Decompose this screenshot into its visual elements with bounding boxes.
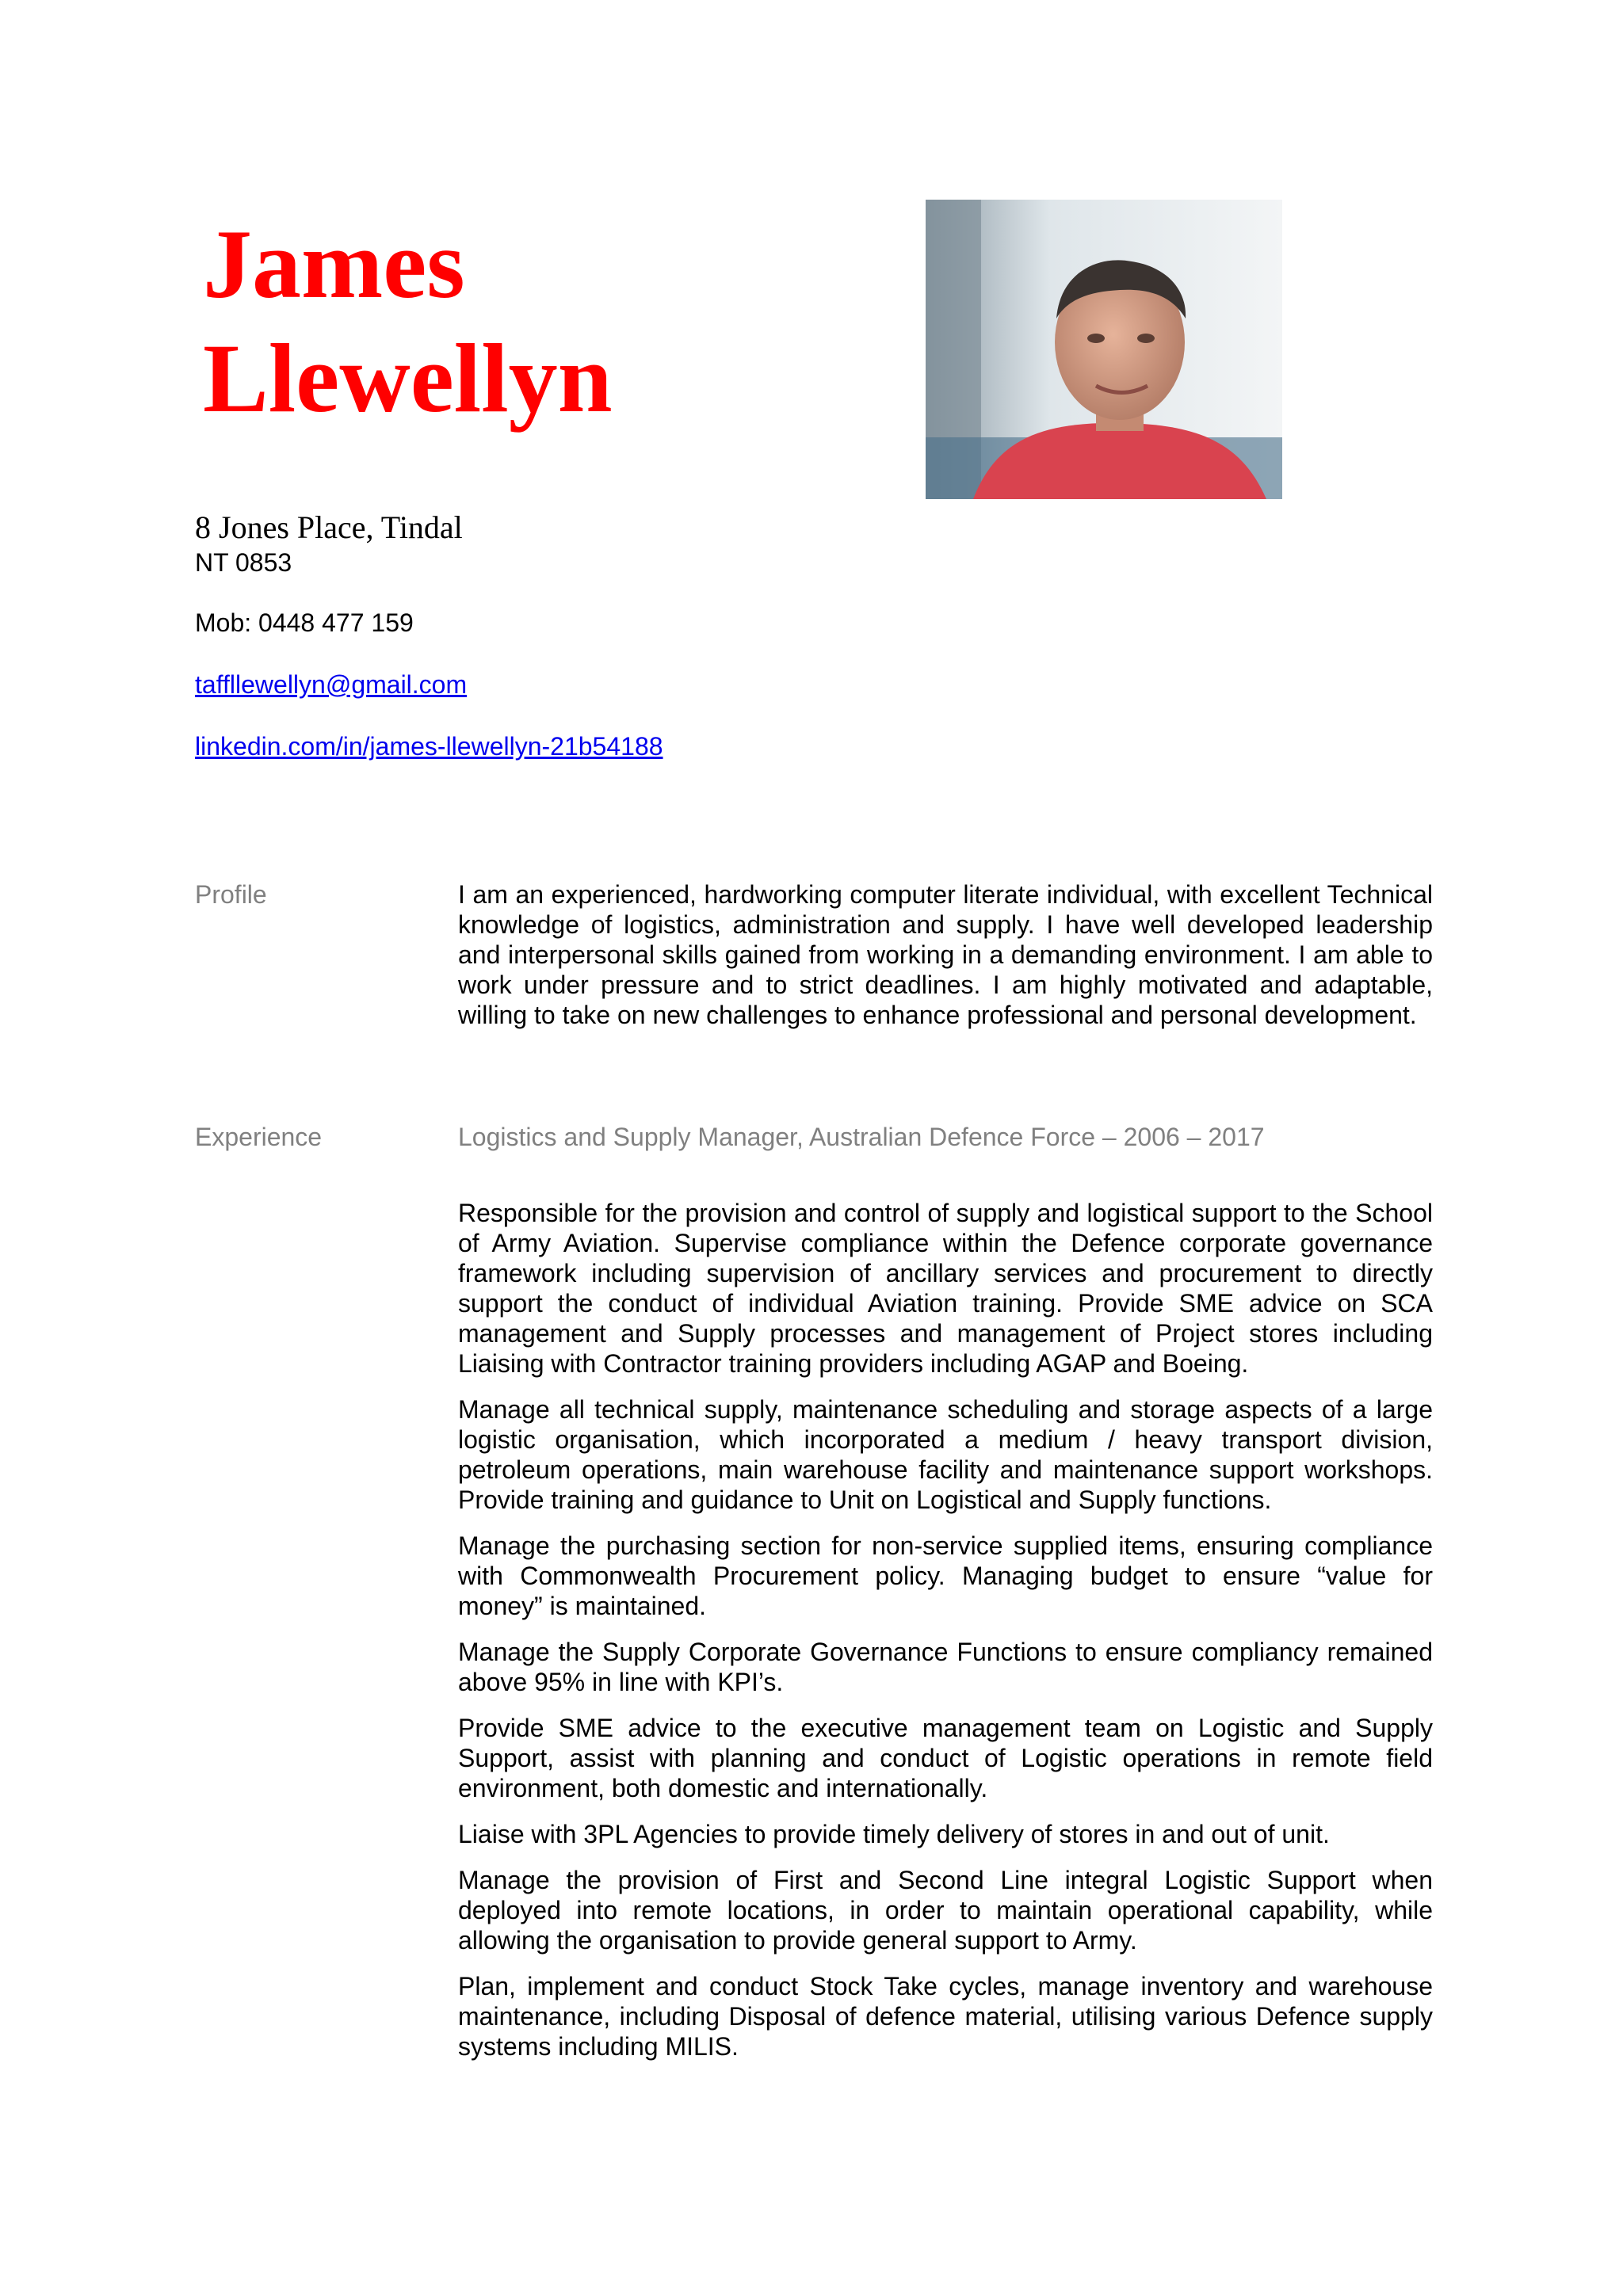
- email-link[interactable]: taffllewellyn@gmail.com: [195, 670, 468, 699]
- linkedin-link[interactable]: linkedin.com/in/james-llewellyn-21b54188: [195, 732, 663, 761]
- experience-paragraph: Manage the provision of First and Second Line integral Logistic Support when deployed into remote locations, in order to maintain operational capability, while allowing the organisation to provide general support to Army.: [458, 1866, 1433, 1955]
- profile-text: I am an experienced, hardworking computer literate individual, with excellent Technical knowledge of logistics, administration and supply. I have well developed leadership and interpersonal skills gained from working in a demanding environment. I am able to work under pressure and to strict deadlines. I am highly motivated and adaptable, willing to take on new challenges to enhance professional and personal development.: [458, 880, 1433, 1029]
- address-line-1: 8 Jones Place, Tindal: [195, 509, 463, 545]
- last-name: Llewellyn: [203, 324, 613, 433]
- profile-photo: [926, 200, 1282, 499]
- profile-section: [458, 879, 1433, 1046]
- experience-paragraph: Liaise with 3PL Agencies to provide timely delivery of stores in and out of unit.: [458, 1820, 1330, 1848]
- mobile-number: Mob: 0448 477 159: [195, 608, 414, 637]
- candidate-name: [203, 208, 613, 436]
- experience-paragraph: Provide SME advice to the executive management team on Logistic and Supply Support, assist with planning and conduct of Logistic operations in remote field environment, both domestic and internationally.: [458, 1714, 1433, 1802]
- profile-label: Profile: [195, 880, 267, 909]
- experience-paragraph: Manage the Supply Corporate Governance Functions to ensure compliancy remained above 95% in line with KPI’s.: [458, 1638, 1433, 1696]
- experience-paragraph: Manage all technical supply, maintenance scheduling and storage aspects of a large logistic organisation, which incorporated a medium / heavy transport division, petroleum operations, main warehouse facility and maintenance support workshops. Provide training and guidance to Unit on Logistical and Supply functions.: [458, 1395, 1433, 1514]
- address-line-2: NT 0853: [195, 548, 292, 577]
- experience-paragraph: Manage the purchasing section for non-service supplied items, ensuring compliance with Commonwealth Procurement policy. Managing budget to ensure “value for money” is maintained.: [458, 1531, 1433, 1620]
- experience-paragraph: Plan, implement and conduct Stock Take cycles, manage inventory and warehouse maintenance, including Disposal of defence material, utilising various Defence supply systems including MILIS.: [458, 1972, 1433, 2061]
- experience-section: [458, 1122, 1433, 2077]
- experience-label: Experience: [195, 1123, 323, 1151]
- job-title: Logistics and Supply Manager, Australian Defence Force – 2006 – 2017: [458, 1123, 1265, 1151]
- portrait-image: [926, 200, 1282, 499]
- contact-block: [195, 509, 987, 762]
- experience-paragraph: Responsible for the provision and control of supply and logistical support to the School of Army Aviation. Supervise compliance within the Defence corporate governance framework including supervision of ancillary services and procurement to directly support the conduct of individual Aviation training. Provide SME advice on SCA management and Supply processes and management of Project stores including Liaising with Contractor training providers including AGAP and Boeing.: [458, 1199, 1433, 1378]
- first-name: James: [203, 210, 465, 318]
